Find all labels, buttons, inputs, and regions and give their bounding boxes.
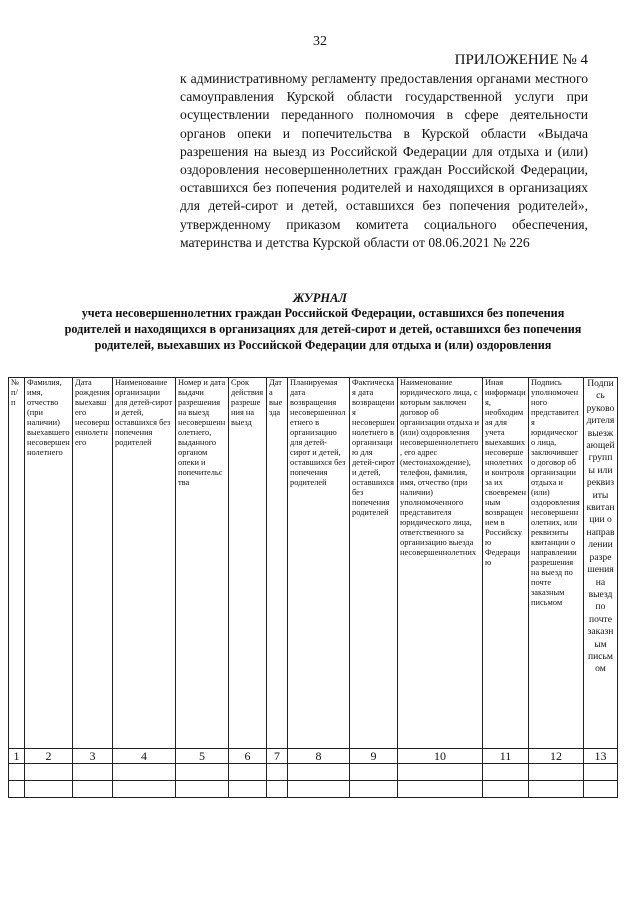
column-number: 12 [529,749,584,764]
header-cell-7: Дата выезда [267,378,288,749]
empty-cell [529,781,584,798]
column-number: 13 [584,749,618,764]
header-cell-5: Номер и дата выдачи разрешения на выезд несовершеннолетнего, выданного органом опеки и попечительства [176,378,229,749]
empty-cell [483,764,529,781]
empty-cell [9,764,25,781]
journal-subtitle: учета несовершеннолетних граждан Российской Федерации, оставшихся без попечения родителей и находящихся в организациях для детей-сирот и детей, оставшихся без попечения родителей, выехавших из Российской Федерации для отдыха и (или) оздоровления [64,306,582,352]
table-row [9,764,618,781]
header-cell-6: Срок действия разрешения на выезд [229,378,267,749]
appendix-text: к административному регламенту предоставления органами местного самоуправления Курской области государственной услуги при осуществлении переданного полномочия в сфере деятельности органов опеки и попечительства в Курской области «Выдача разрешения на выезд из Российской Федерации для отдыха и (или) оздоровления несовершеннолетних граждан Российской Федерации, оставшихся без попечения родителей и находящихся в организациях для детей-сирот и детей, оставшихся без попечения родителей», утвержденному приказом комитета социального обеспечения, материнства и детства Курской области от 08.06.2021 № 226 [180,71,588,250]
empty-cell [113,781,176,798]
empty-cell [176,781,229,798]
header-cell-12: Подпись уполномоченного представителя юридического лица, заключившего договор об организации отдыха и (или) оздоровления несовершеннолетних, или реквизиты квитанции о направлении разрешения на выезд по почте заказным письмом [529,378,584,749]
appendix-title: ПРИЛОЖЕНИЕ № 4 [454,52,588,68]
empty-cell [25,764,73,781]
header-cell-11: Иная информация, необходимая для учета выехавших несовершеннолетних и контроля за их своевременным возвращением в Российскую Федерацию [483,378,529,749]
column-number: 1 [9,749,25,764]
header-cell-3: Дата рождения выехавшего несовершеннолетнего [73,378,113,749]
header-cell-2: Фамилия, имя, отчество (при наличии) выехавшего несовершеннолетнего [25,378,73,749]
column-number-row [9,749,618,764]
empty-cell [267,764,288,781]
empty-cell [398,781,483,798]
journal-title: ЖУРНАЛ [292,291,348,305]
column-number: 4 [113,749,176,764]
column-number: 7 [267,749,288,764]
column-number: 9 [350,749,398,764]
column-number: 11 [483,749,529,764]
header-cell-1: № п/п [9,378,25,749]
empty-cell [398,764,483,781]
empty-cell [288,764,350,781]
empty-cell [73,764,113,781]
empty-cell [267,781,288,798]
header-cell-8: Планируемая дата возвращения несовершеннолетнего в организацию для детей-сирот и детей, оставшихся без попечения родителей [288,378,350,749]
empty-cell [288,781,350,798]
empty-cell [113,764,176,781]
header-cell-13: Подпись руководителя выезжающей группы или реквизиты квитанции о направлении разрешения на выезд по почте заказным письмом [584,378,618,749]
column-number: 2 [25,749,73,764]
empty-cell [73,781,113,798]
header-cell-9: Фактическая дата возвращения несовершеннолетнего в организацию для детей-сирот и детей, оставшихся без попечения родителей [350,378,398,749]
column-number: 6 [229,749,267,764]
journal-table [8,377,618,798]
table-row [9,781,618,798]
header-row [9,378,618,749]
empty-cell [229,781,267,798]
empty-cell [229,764,267,781]
header-cell-10: Наименование юридического лица, с которым заключен договор об организации отдыха и (или) оздоровления несовершеннолетнего, его адрес (местонахождение), телефон, фамилия, имя, отчество (при наличии) уполномоченного представителя юридического лица, ответственного за организацию выезда несовершеннолетних [398,378,483,749]
empty-cell [529,764,584,781]
column-number: 5 [176,749,229,764]
empty-cell [350,764,398,781]
empty-cell [176,764,229,781]
empty-cell [483,781,529,798]
column-number: 3 [73,749,113,764]
empty-cell [584,764,618,781]
page-number: 32 [313,34,327,49]
empty-cell [584,781,618,798]
empty-cell [25,781,73,798]
empty-cell [9,781,25,798]
column-number: 10 [398,749,483,764]
column-number: 8 [288,749,350,764]
empty-cell [350,781,398,798]
header-cell-4: Наименование организации для детей-сирот и детей, оставшихся без попечения родителей [113,378,176,749]
